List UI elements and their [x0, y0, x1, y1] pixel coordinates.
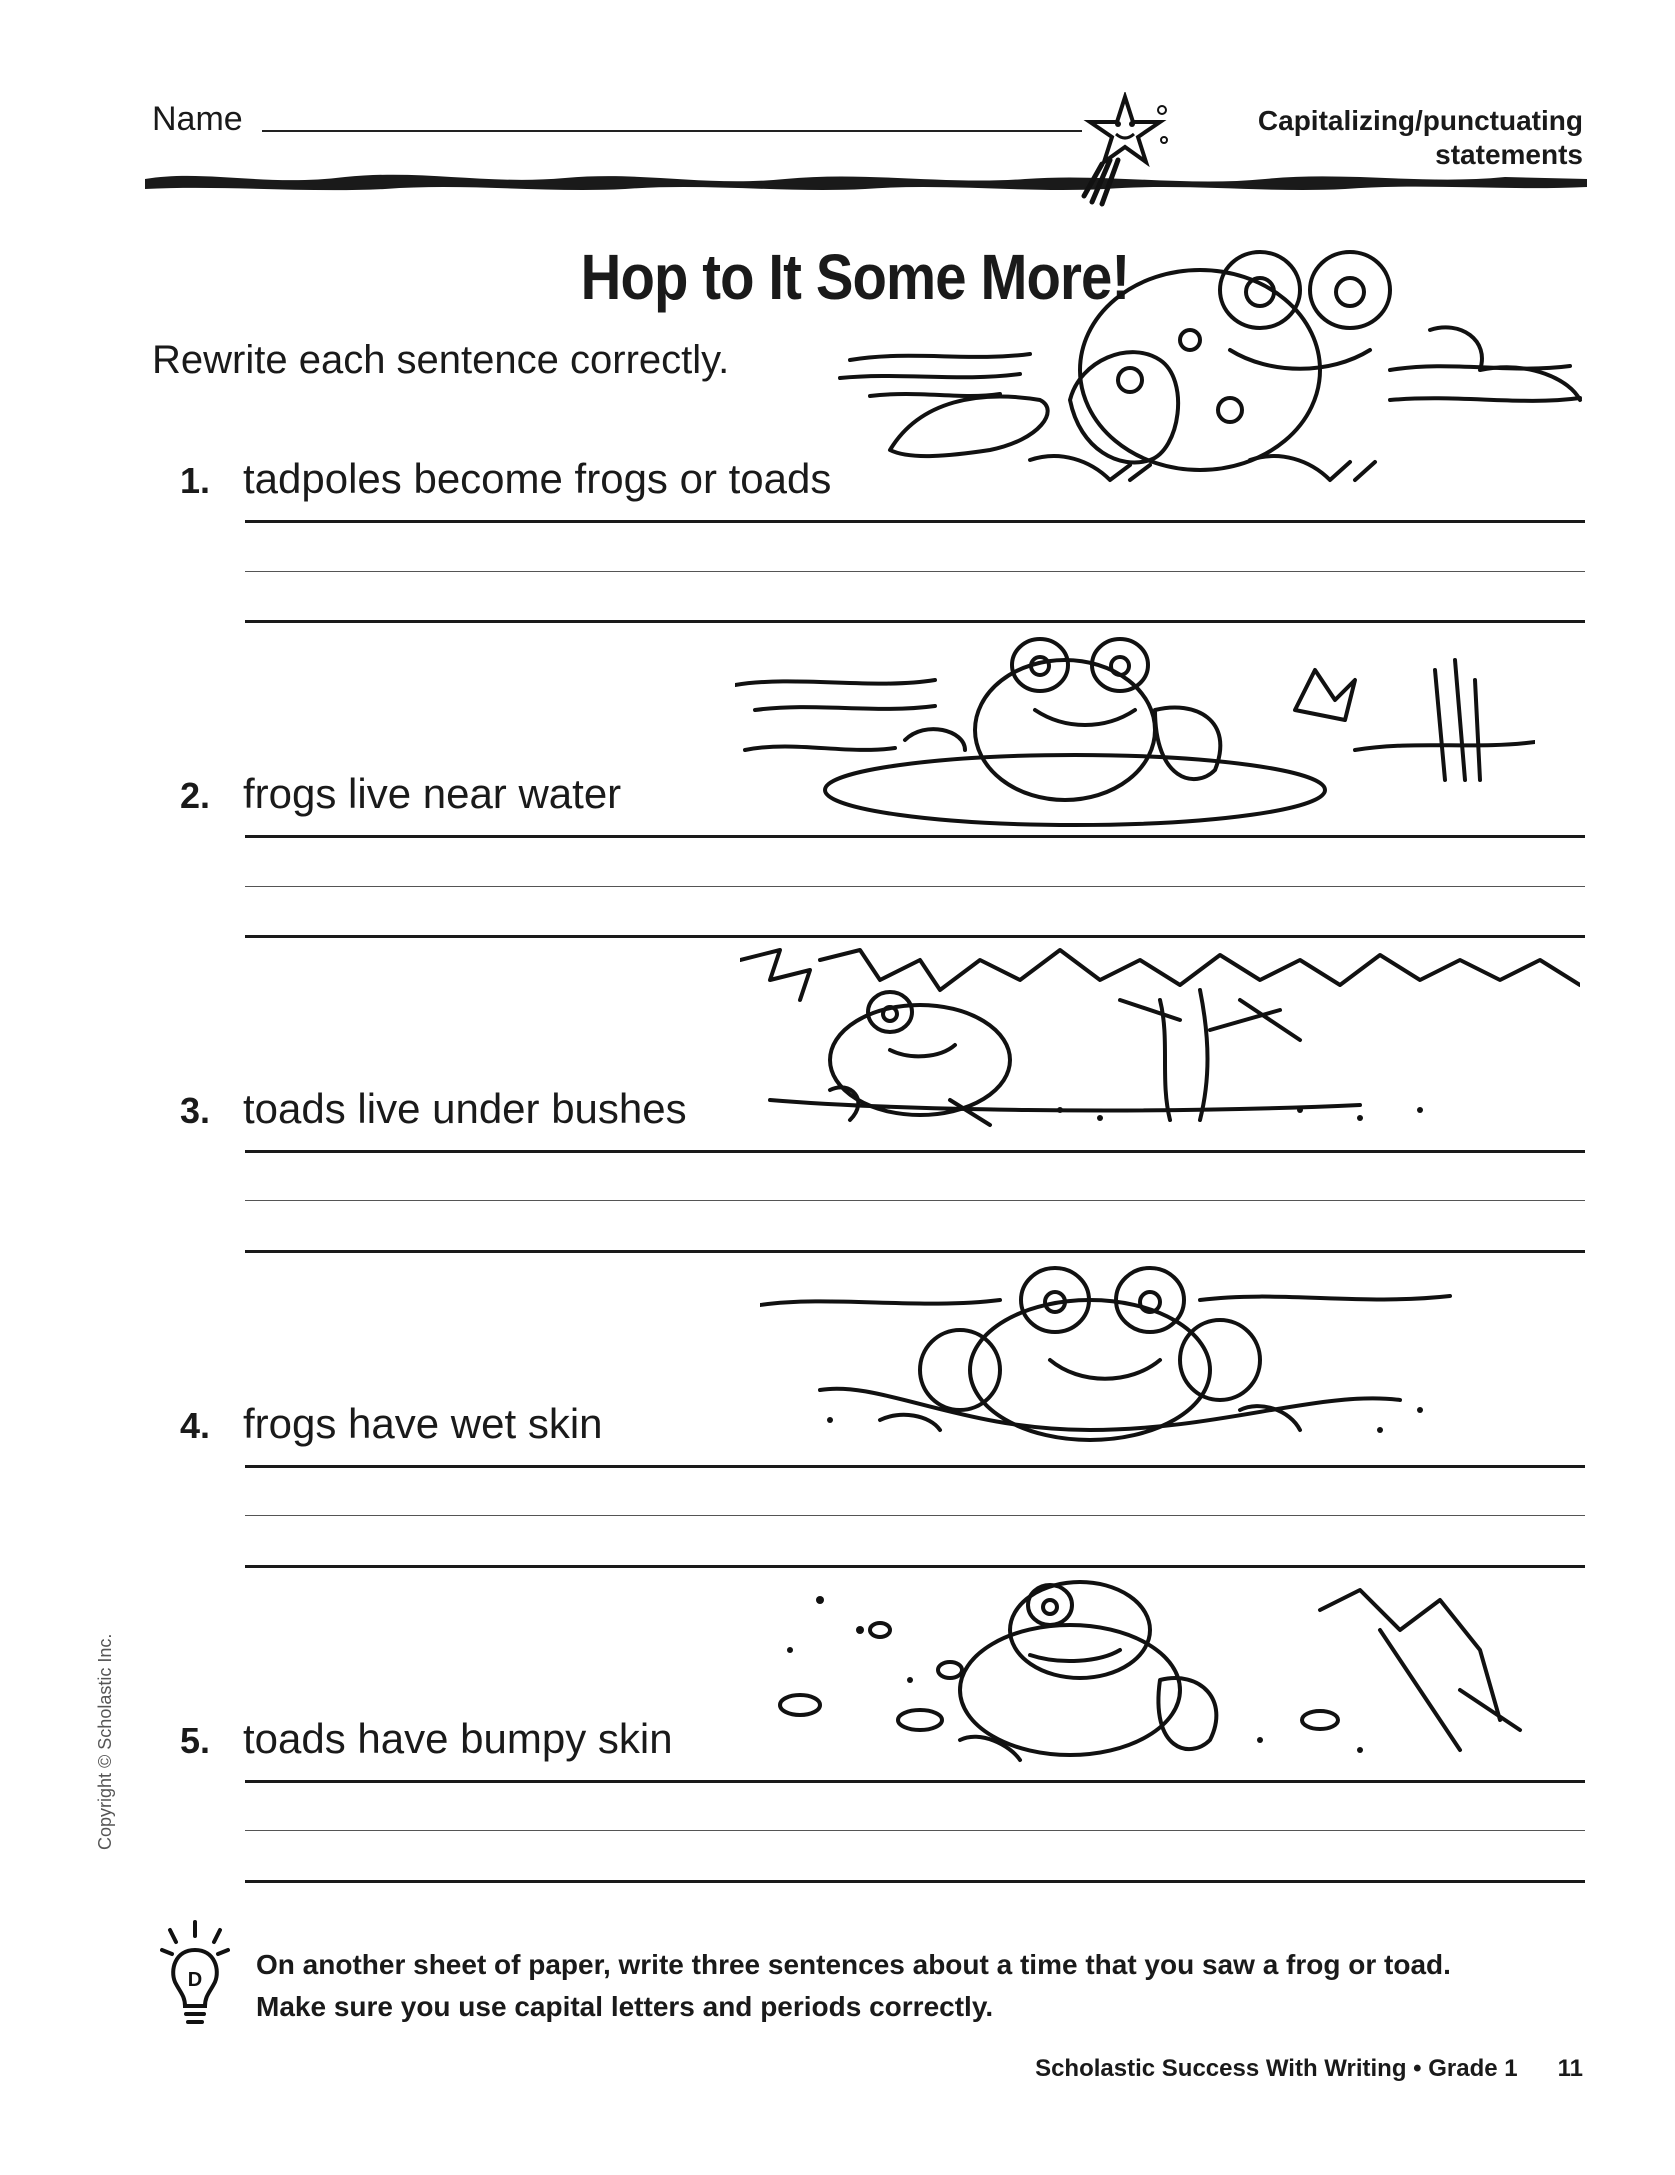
question-text-5: toads have bumpy skin	[243, 1715, 673, 1762]
question-text-4: frogs have wet skin	[243, 1400, 603, 1447]
question-text-1: tadpoles become frogs or toads	[243, 455, 832, 502]
name-label: Name	[152, 100, 243, 138]
skill-heading	[1258, 104, 1583, 172]
skill-line-2: statements	[1435, 139, 1583, 170]
question-text-2: frogs live near water	[243, 770, 622, 817]
toad-illustration-5	[760, 1570, 1560, 1770]
answer-line-1-mid[interactable]	[245, 571, 1585, 572]
page-number: 11	[1557, 2055, 1583, 2082]
name-write-line[interactable]	[262, 130, 1082, 132]
star-icon	[1080, 92, 1170, 207]
svg-text:D: D	[187, 1969, 203, 1991]
page-footer	[1035, 2055, 1583, 2083]
toad-illustration-3	[740, 940, 1580, 1140]
answer-line-3-top[interactable]	[245, 1150, 1585, 1153]
question-number-4: 4.	[179, 1405, 210, 1446]
question-number-3: 3.	[179, 1090, 210, 1131]
extension-activity	[256, 1944, 1616, 2028]
question-number-2: 2.	[179, 775, 210, 816]
frog-illustration-2	[735, 630, 1535, 830]
question-number-5: 5.	[179, 1720, 210, 1761]
answer-line-4-bottom[interactable]	[245, 1565, 1585, 1568]
directions: Rewrite each sentence correctly.	[152, 338, 730, 382]
answer-line-2-mid[interactable]	[245, 886, 1585, 887]
answer-line-2-bottom[interactable]	[245, 935, 1585, 938]
question-number-1: 1.	[179, 460, 210, 501]
answer-line-1-bottom[interactable]	[245, 620, 1585, 623]
book-title: Scholastic Success With Writing • Grade 1	[1035, 2055, 1518, 2082]
answer-line-5-bottom[interactable]	[245, 1880, 1585, 1883]
answer-line-1-top[interactable]	[245, 520, 1585, 523]
question-text-3: toads live under bushes	[243, 1085, 687, 1132]
answer-line-4-top[interactable]	[245, 1465, 1585, 1468]
extension-line-2: Make sure you use capital letters and periods correctly.	[256, 1991, 994, 2022]
extension-line-1: On another sheet of paper, write three sentences about a time that you saw a frog or toad.	[256, 1949, 1451, 1980]
answer-line-2-top[interactable]	[245, 835, 1585, 838]
page-title: Hop to It Some More!	[580, 241, 1130, 313]
skill-line-1: Capitalizing/punctuating	[1257, 105, 1583, 136]
answer-line-5-top[interactable]	[245, 1780, 1585, 1783]
frog-illustration-1	[830, 250, 1590, 490]
lightbulb-icon	[160, 1920, 230, 2030]
answer-line-3-mid[interactable]	[245, 1200, 1585, 1201]
answer-line-5-mid[interactable]	[245, 1830, 1585, 1831]
answer-line-4-mid[interactable]	[245, 1515, 1585, 1516]
answer-line-3-bottom[interactable]	[245, 1250, 1585, 1253]
copyright-notice: Copyright © Scholastic Inc.	[95, 1633, 115, 1850]
frog-illustration-4	[760, 1260, 1460, 1460]
